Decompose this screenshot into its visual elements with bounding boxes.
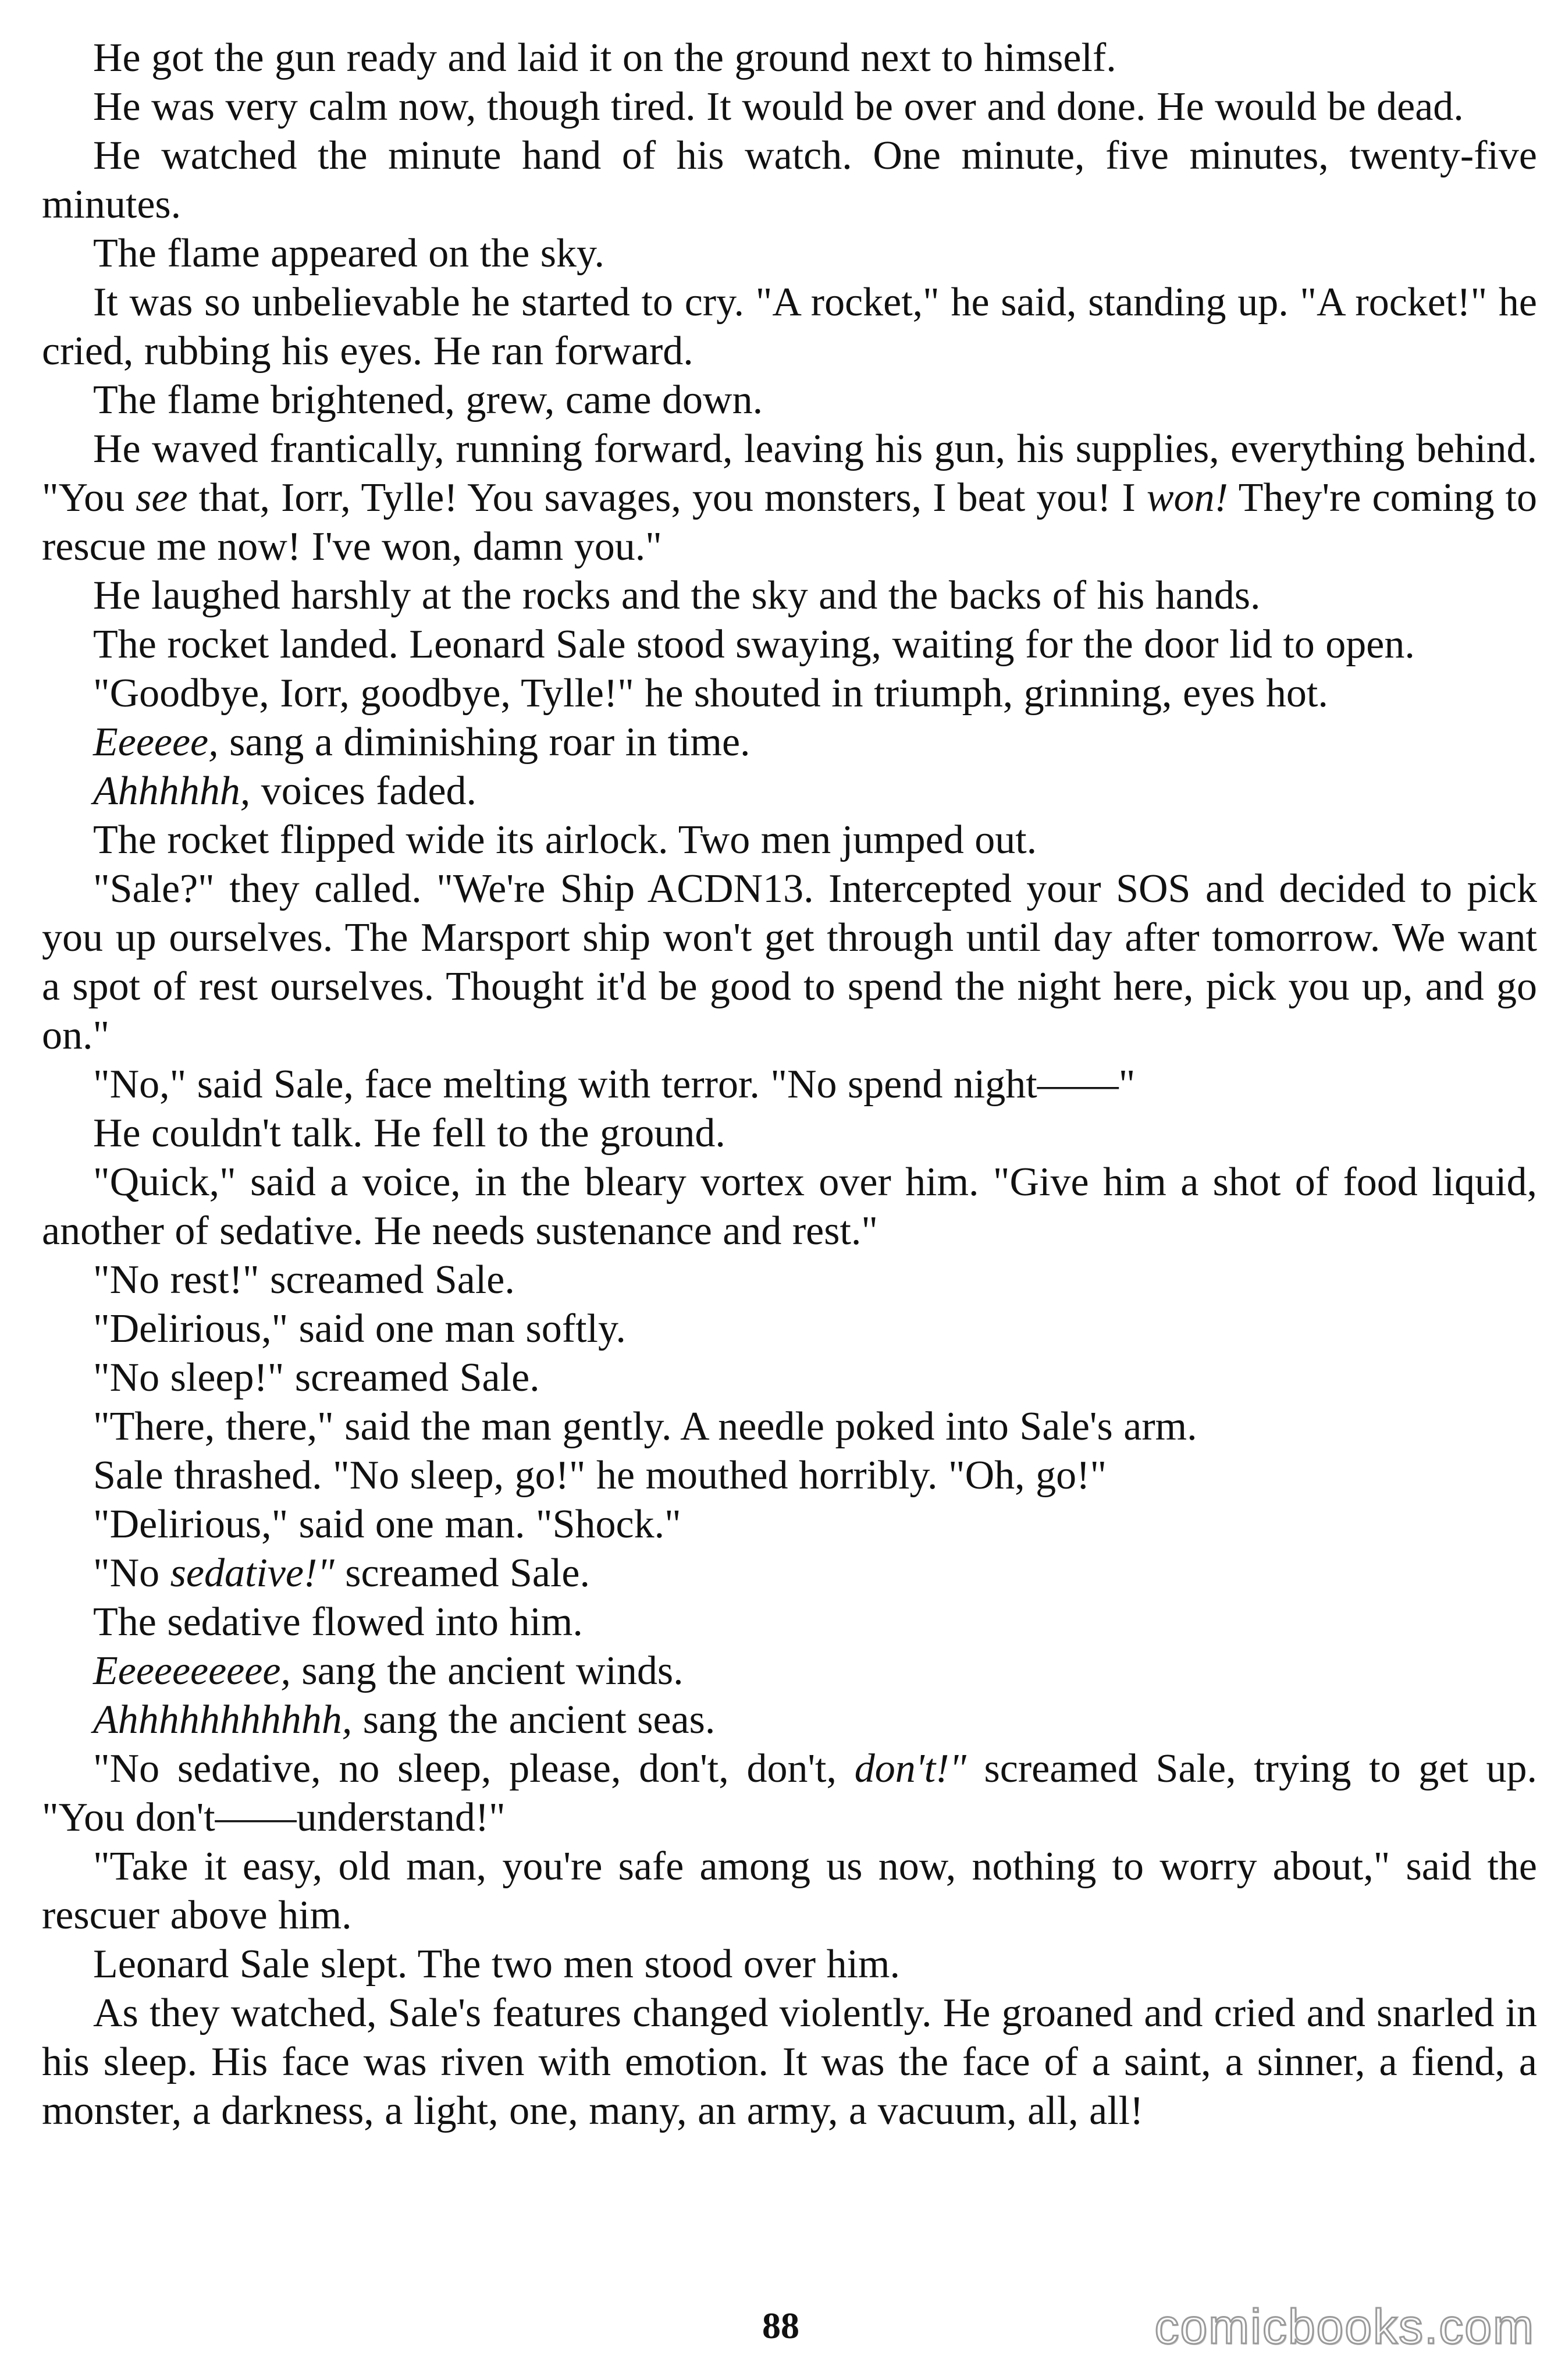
page-footer xyxy=(0,2299,1565,2363)
text-run: As they watched, Sale's features changed violently. He groaned and cried and snarled in his sleep. His face was riven with emotion. It was the face of a saint, a sinner, a fiend, a monster, a darkness, a light, one, many, an army, a vacuum, all, all! xyxy=(42,1991,1537,2133)
paragraph xyxy=(42,1696,1537,1745)
paragraph xyxy=(42,1500,1537,1549)
text-run: "There, there," said the man gently. A needle poked into Sale's arm. xyxy=(93,1404,1197,1449)
text-run: It was so unbelievable he started to cry. "A rocket," he said, standing up. "A rocket!" he cried, rubbing his eyes. He ran forward. xyxy=(42,280,1537,374)
watermark: comicbooks.com xyxy=(1154,2299,1535,2354)
text-run: "Delirious," said one man. "Shock." xyxy=(93,1502,681,1547)
paragraph xyxy=(42,1598,1537,1647)
paragraph xyxy=(42,1989,1537,2136)
paragraph xyxy=(42,718,1537,767)
paragraph xyxy=(42,229,1537,278)
paragraph xyxy=(42,1109,1537,1158)
text-run: "No," said Sale, face melting with terror. "No spend night——" xyxy=(93,1062,1136,1107)
italic-text-run: sedative!" xyxy=(170,1551,335,1596)
paragraph xyxy=(42,669,1537,718)
paragraph xyxy=(42,1451,1537,1500)
text-run: The sedative flowed into him. xyxy=(93,1600,583,1644)
paragraph xyxy=(42,1158,1537,1256)
text-run: screamed Sale, trying to get up. "You don't——understand!" xyxy=(42,1746,1538,1840)
text-run: They're coming to rescue me now! I've won, damn you." xyxy=(42,475,1537,569)
paragraph xyxy=(42,620,1537,669)
paragraph xyxy=(42,1940,1537,1989)
italic-text-run: Eeeeeeeeee, xyxy=(93,1649,291,1693)
paragraph xyxy=(42,865,1537,1060)
paragraph xyxy=(42,278,1537,376)
text-run: that, Iorr, Tylle! You savages, you monsters, I beat you! I xyxy=(187,475,1147,520)
paragraph xyxy=(42,1402,1537,1451)
text-run: "Delirious," said one man softly. xyxy=(93,1306,626,1351)
text-run: He got the gun ready and laid it on the ground next to himself. xyxy=(93,35,1116,80)
paragraph xyxy=(42,1549,1537,1598)
italic-text-run: Ahhhhhh, xyxy=(93,769,251,814)
paragraph xyxy=(42,1354,1537,1402)
page-number: 88 xyxy=(762,2305,799,2346)
italic-text-run: don't!" xyxy=(854,1746,966,1791)
paragraph xyxy=(42,1305,1537,1354)
text-run: "Take it easy, old man, you're safe among us now, nothing to worry about," said the rescuer above him. xyxy=(42,1844,1537,1938)
text-run: The flame brightened, grew, came down. xyxy=(93,378,763,422)
italic-text-run: won! xyxy=(1146,475,1228,520)
paragraph xyxy=(42,83,1537,132)
text-run: He waved frantically, running forward, leaving his gun, his supplies, everything behind. "You xyxy=(42,427,1537,520)
italic-text-run: Ahhhhhhhhhhh, xyxy=(93,1697,353,1742)
paragraph xyxy=(42,1647,1537,1696)
text-run: He was very calm now, though tired. It would be over and done. He would be dead. xyxy=(93,84,1464,129)
text-run: Leonard Sale slept. The two men stood over him. xyxy=(93,1942,900,1987)
italic-text-run: Eeeeee, xyxy=(93,720,219,765)
text-run: The flame appeared on the sky. xyxy=(93,231,604,276)
text-run: "Sale?" they called. "We're Ship ACDN13. Intercepted your SOS and decided to pick you up ourselves. The Marsport ship won't get through until day after tomorrow. We want a spot of rest ourselves. Thought it'd be good to spend the night here, pick you up, and go on." xyxy=(42,866,1537,1058)
text-run: The rocket landed. Leonard Sale stood swaying, waiting for the door lid to open. xyxy=(93,622,1415,667)
paragraph xyxy=(42,132,1537,229)
text-run: screamed Sale. xyxy=(334,1551,590,1596)
text-run: sang the ancient seas. xyxy=(352,1697,716,1742)
paragraph xyxy=(42,816,1537,865)
text-run: "Quick," said a voice, in the bleary vortex over him. "Give him a shot of food liquid, another of sedative. He needs sustenance and rest." xyxy=(42,1160,1537,1253)
paragraph xyxy=(42,425,1537,571)
text-run: "Goodbye, Iorr, goodbye, Tylle!" he shouted in triumph, grinning, eyes hot. xyxy=(93,671,1328,716)
text-run: He laughed harshly at the rocks and the sky and the backs of his hands. xyxy=(93,573,1261,618)
italic-text-run: see xyxy=(136,475,188,520)
page-body xyxy=(42,34,1537,2136)
paragraph xyxy=(42,1745,1537,1842)
text-run: He couldn't talk. He fell to the ground. xyxy=(93,1111,725,1156)
text-run: sang a diminishing roar in time. xyxy=(218,720,751,765)
text-run: The rocket flipped wide its airlock. Two men jumped out. xyxy=(93,818,1037,862)
paragraph xyxy=(42,376,1537,425)
text-run: "No rest!" screamed Sale. xyxy=(93,1258,515,1302)
text-run: voices faded. xyxy=(250,769,477,814)
paragraph xyxy=(42,1842,1537,1940)
paragraph xyxy=(42,1060,1537,1109)
paragraph xyxy=(42,571,1537,620)
text-run: "No sleep!" screamed Sale. xyxy=(93,1355,540,1400)
paragraph xyxy=(42,1256,1537,1305)
text-run: "No xyxy=(93,1551,170,1596)
text-run: Sale thrashed. "No sleep, go!" he mouthed horribly. "Oh, go!" xyxy=(93,1453,1107,1498)
text-run: sang the ancient winds. xyxy=(290,1649,684,1693)
text-run: "No sedative, no sleep, please, don't, don't, xyxy=(93,1746,855,1791)
text-run: He watched the minute hand of his watch. One minute, five minutes, twenty-five minutes. xyxy=(42,133,1537,227)
paragraph xyxy=(42,767,1537,816)
paragraph xyxy=(42,34,1537,83)
